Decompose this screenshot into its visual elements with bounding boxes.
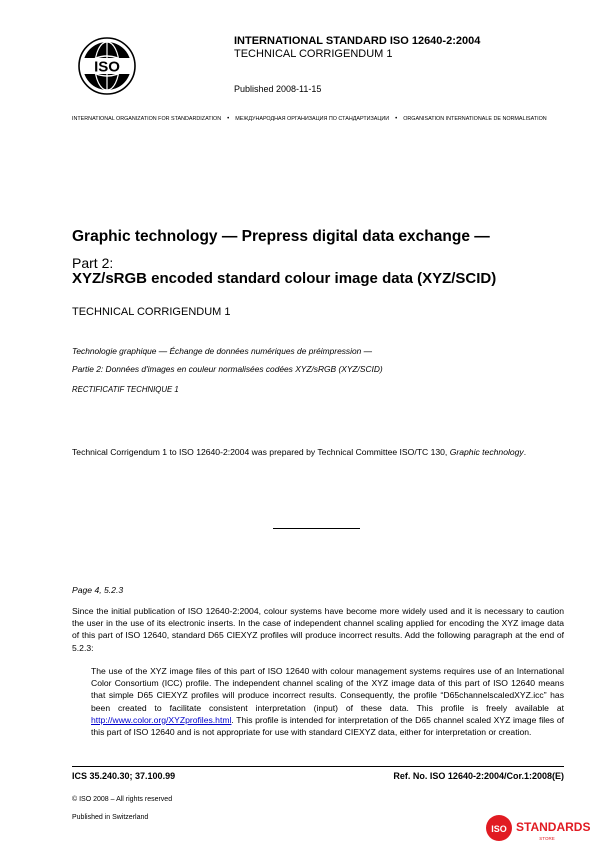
preparation-paragraph: Technical Corrigendum 1 to ISO 12640-2:2004 was prepared by Technical Committee ISO/TC 130, Graphic technology. (72, 447, 527, 457)
added-paragraph: The use of the XYZ image files of this part of ISO 12640 with colour management systems requires use of an International Color Consortium (ICC) profile. The independent channel scaling of the XYZ image data of this part of ISO 12640 means that simple D65 CIEXYZ profiles will produce incorrect results. Consequently, the profile “D65channelscaledXYZ.icc” has been created to facilitate consistent interpretation (input) of these data. This profile is freely available at http://www.color.org/XYZprofiles.html. This profile is intended for interpretation of the D65 channel scaled XYZ image files of this part of ISO 12640 and is not appropriate for use with standard CIEXYZ data, either for interpretation or creation. (91, 666, 564, 738)
french-corrigendum: RECTIFICATIF TECHNIQUE 1 (72, 385, 179, 394)
organizations-line (72, 116, 564, 122)
copyright-notice: © ISO 2008 – All rights reserved (72, 796, 173, 803)
part-label: Part 2: (72, 255, 114, 271)
reference-number: Ref. No. ISO 12640-2:2004/Cor.1:2008(E) (393, 771, 564, 781)
svg-text:STORE: STORE (539, 836, 555, 841)
ics-codes: ICS 35.240.30; 37.100.99 (72, 771, 176, 781)
published-in: Published in Switzerland (72, 814, 149, 821)
standard-title: INTERNATIONAL STANDARD ISO 12640-2:2004 (234, 35, 481, 47)
iso-logo (77, 36, 137, 96)
svg-text:STANDARDS: STANDARDS (516, 820, 591, 834)
svg-text:ISO: ISO (491, 824, 507, 834)
corrigendum-label: TECHNICAL CORRIGENDUM 1 (234, 48, 393, 60)
org-ru: МЕЖДУНАРОДНАЯ ОРГАНИЗАЦИЯ ПО СТАНДАРТИЗАЦИИ (235, 116, 390, 122)
separator-rule (273, 528, 360, 529)
iso-standards-store-logo (485, 811, 595, 845)
separator-dot: • (395, 116, 398, 122)
svg-text:ISO: ISO (94, 58, 120, 76)
french-part-title: Partie 2: Données d'images en couleur normalisées codées XYZ/sRGB (XYZ/SCID) (72, 364, 383, 374)
document-title: Graphic technology — Prepress digital data exchange — (72, 228, 490, 245)
french-title: Technologie graphique — Échange de données numériques de préimpression — (72, 346, 372, 356)
separator-dot: • (227, 116, 230, 122)
published-date: Published 2008-11-15 (234, 84, 322, 94)
profiles-link[interactable]: http://www.color.org/XYZprofiles.html (91, 714, 232, 725)
committee-title: Graphic technology (449, 447, 524, 457)
part-title: XYZ/sRGB encoded standard colour image data (XYZ/SCID) (72, 270, 497, 287)
intro-paragraph: Since the initial publication of ISO 12640-2:2004, colour systems have become more widely used and it is necessary to caution the user in the use of its electronic inserts. In the case of independent channel scaling applied for encoding the XYZ image data of this part of ISO 12640, standard D65 CIEXYZ profiles will produce incorrect results. Add the following paragraph at the end of 5.2.3: (72, 606, 564, 653)
technical-corrigendum-heading: TECHNICAL CORRIGENDUM 1 (72, 306, 231, 318)
footer-rule (72, 766, 564, 767)
page-reference: Page 4, 5.2.3 (72, 585, 124, 595)
org-en: INTERNATIONAL ORGANIZATION FOR STANDARDIZATION (72, 116, 222, 122)
org-fr: ORGANISATION INTERNATIONALE DE NORMALISATION (403, 116, 547, 122)
